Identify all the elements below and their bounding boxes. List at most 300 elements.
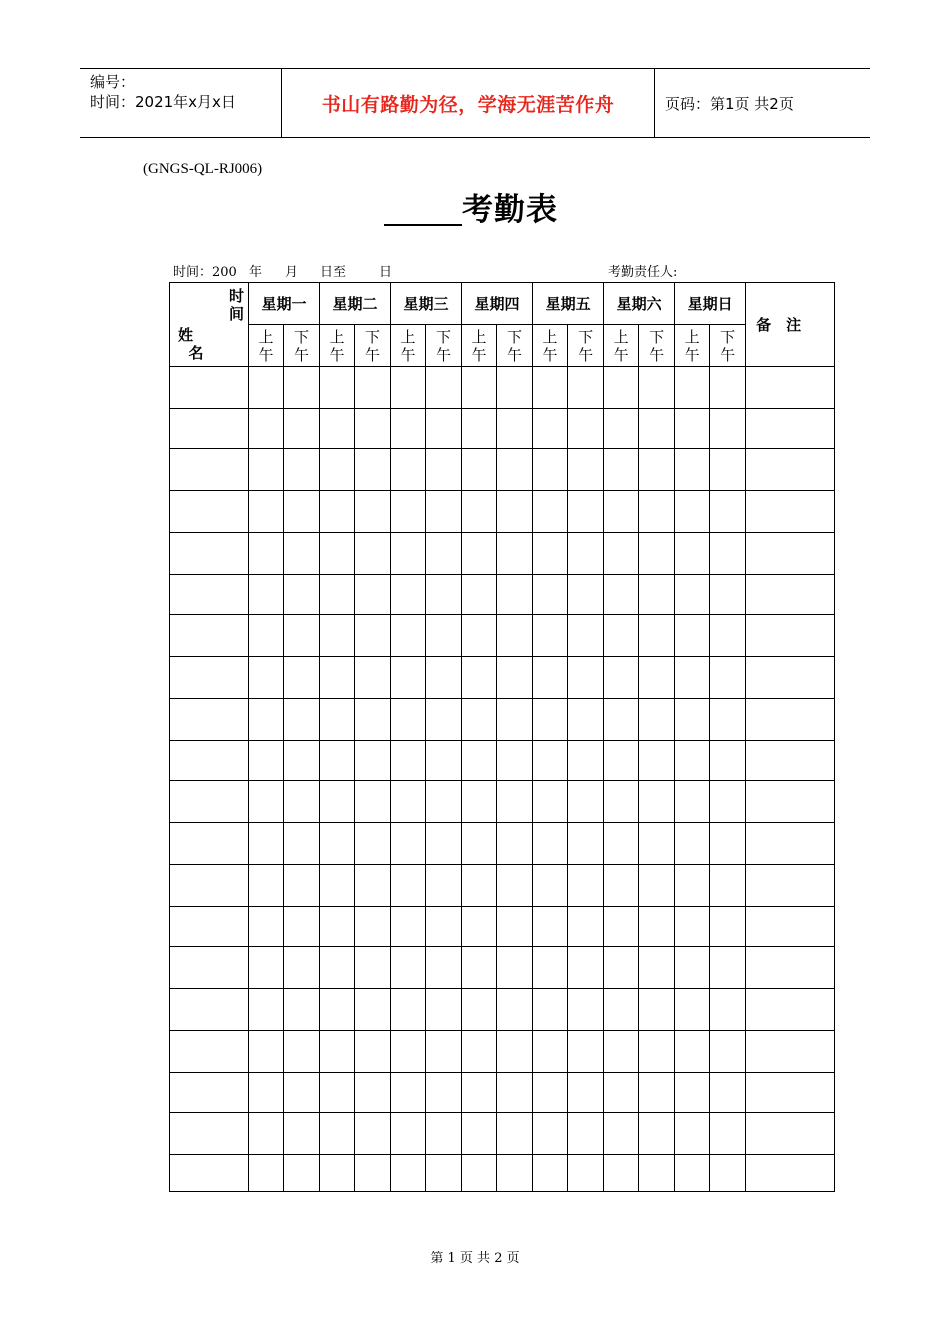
- attendance-cell[interactable]: [710, 699, 746, 741]
- attendance-cell[interactable]: [533, 449, 568, 491]
- attendance-cell[interactable]: [355, 1155, 391, 1192]
- attendance-cell[interactable]: [320, 741, 355, 781]
- attendance-cell[interactable]: [426, 533, 462, 575]
- attendance-cell[interactable]: [249, 409, 284, 449]
- attendance-cell[interactable]: [249, 575, 284, 615]
- attendance-cell[interactable]: [355, 947, 391, 989]
- attendance-cell[interactable]: [639, 1031, 675, 1073]
- remark-cell[interactable]: [746, 1073, 835, 1113]
- attendance-cell[interactable]: [391, 367, 426, 409]
- attendance-cell[interactable]: [249, 449, 284, 491]
- attendance-cell[interactable]: [639, 699, 675, 741]
- remark-cell[interactable]: [746, 1155, 835, 1192]
- attendance-cell[interactable]: [497, 367, 533, 409]
- attendance-cell[interactable]: [426, 907, 462, 947]
- attendance-cell[interactable]: [533, 615, 568, 657]
- attendance-cell[interactable]: [533, 575, 568, 615]
- attendance-cell[interactable]: [675, 367, 710, 409]
- name-cell[interactable]: [170, 699, 249, 741]
- attendance-cell[interactable]: [710, 947, 746, 989]
- attendance-cell[interactable]: [497, 615, 533, 657]
- attendance-cell[interactable]: [320, 1073, 355, 1113]
- attendance-cell[interactable]: [604, 533, 639, 575]
- attendance-cell[interactable]: [604, 865, 639, 907]
- attendance-cell[interactable]: [568, 823, 604, 865]
- attendance-cell[interactable]: [355, 1031, 391, 1073]
- attendance-cell[interactable]: [355, 575, 391, 615]
- attendance-cell[interactable]: [462, 699, 497, 741]
- attendance-cell[interactable]: [355, 865, 391, 907]
- attendance-cell[interactable]: [604, 947, 639, 989]
- attendance-cell[interactable]: [426, 1073, 462, 1113]
- attendance-cell[interactable]: [284, 491, 320, 533]
- attendance-cell[interactable]: [462, 491, 497, 533]
- name-cell[interactable]: [170, 367, 249, 409]
- attendance-cell[interactable]: [604, 741, 639, 781]
- name-cell[interactable]: [170, 449, 249, 491]
- attendance-cell[interactable]: [426, 1113, 462, 1155]
- remark-cell[interactable]: [746, 575, 835, 615]
- attendance-cell[interactable]: [426, 989, 462, 1031]
- attendance-cell[interactable]: [355, 533, 391, 575]
- attendance-cell[interactable]: [675, 907, 710, 947]
- attendance-cell[interactable]: [320, 699, 355, 741]
- remark-cell[interactable]: [746, 367, 835, 409]
- name-cell[interactable]: [170, 615, 249, 657]
- attendance-cell[interactable]: [639, 1113, 675, 1155]
- attendance-cell[interactable]: [710, 781, 746, 823]
- attendance-cell[interactable]: [284, 367, 320, 409]
- attendance-cell[interactable]: [249, 615, 284, 657]
- attendance-cell[interactable]: [639, 741, 675, 781]
- name-cell[interactable]: [170, 781, 249, 823]
- attendance-cell[interactable]: [355, 781, 391, 823]
- attendance-cell[interactable]: [284, 449, 320, 491]
- name-cell[interactable]: [170, 907, 249, 947]
- attendance-cell[interactable]: [355, 409, 391, 449]
- attendance-cell[interactable]: [391, 1031, 426, 1073]
- attendance-cell[interactable]: [284, 657, 320, 699]
- attendance-cell[interactable]: [533, 823, 568, 865]
- attendance-cell[interactable]: [462, 657, 497, 699]
- attendance-cell[interactable]: [284, 1113, 320, 1155]
- attendance-cell[interactable]: [568, 865, 604, 907]
- attendance-cell[interactable]: [604, 657, 639, 699]
- attendance-cell[interactable]: [284, 741, 320, 781]
- attendance-cell[interactable]: [710, 449, 746, 491]
- attendance-cell[interactable]: [249, 1113, 284, 1155]
- attendance-cell[interactable]: [710, 989, 746, 1031]
- attendance-cell[interactable]: [462, 1113, 497, 1155]
- attendance-cell[interactable]: [249, 491, 284, 533]
- remark-cell[interactable]: [746, 491, 835, 533]
- attendance-cell[interactable]: [675, 449, 710, 491]
- attendance-cell[interactable]: [320, 907, 355, 947]
- attendance-cell[interactable]: [462, 615, 497, 657]
- attendance-cell[interactable]: [639, 1073, 675, 1113]
- attendance-cell[interactable]: [284, 907, 320, 947]
- attendance-cell[interactable]: [533, 1073, 568, 1113]
- remark-cell[interactable]: [746, 781, 835, 823]
- attendance-cell[interactable]: [426, 367, 462, 409]
- attendance-cell[interactable]: [639, 907, 675, 947]
- attendance-cell[interactable]: [462, 575, 497, 615]
- attendance-cell[interactable]: [320, 367, 355, 409]
- attendance-cell[interactable]: [284, 575, 320, 615]
- attendance-cell[interactable]: [675, 989, 710, 1031]
- attendance-cell[interactable]: [710, 865, 746, 907]
- attendance-cell[interactable]: [639, 657, 675, 699]
- attendance-cell[interactable]: [320, 491, 355, 533]
- title-blank-line[interactable]: [384, 224, 462, 226]
- attendance-cell[interactable]: [426, 657, 462, 699]
- attendance-cell[interactable]: [497, 657, 533, 699]
- attendance-cell[interactable]: [604, 491, 639, 533]
- attendance-cell[interactable]: [426, 1031, 462, 1073]
- attendance-cell[interactable]: [462, 947, 497, 989]
- attendance-cell[interactable]: [320, 449, 355, 491]
- attendance-cell[interactable]: [497, 491, 533, 533]
- attendance-cell[interactable]: [639, 989, 675, 1031]
- attendance-cell[interactable]: [568, 367, 604, 409]
- attendance-cell[interactable]: [568, 657, 604, 699]
- attendance-cell[interactable]: [284, 615, 320, 657]
- attendance-cell[interactable]: [320, 989, 355, 1031]
- name-cell[interactable]: [170, 1031, 249, 1073]
- attendance-cell[interactable]: [320, 865, 355, 907]
- attendance-cell[interactable]: [710, 533, 746, 575]
- attendance-cell[interactable]: [675, 947, 710, 989]
- attendance-cell[interactable]: [249, 823, 284, 865]
- attendance-cell[interactable]: [391, 781, 426, 823]
- attendance-cell[interactable]: [355, 907, 391, 947]
- attendance-cell[interactable]: [391, 575, 426, 615]
- attendance-cell[interactable]: [533, 907, 568, 947]
- name-cell[interactable]: [170, 409, 249, 449]
- attendance-cell[interactable]: [568, 1155, 604, 1192]
- attendance-cell[interactable]: [675, 699, 710, 741]
- attendance-cell[interactable]: [320, 409, 355, 449]
- attendance-cell[interactable]: [675, 575, 710, 615]
- attendance-cell[interactable]: [391, 1155, 426, 1192]
- attendance-cell[interactable]: [284, 409, 320, 449]
- attendance-cell[interactable]: [391, 823, 426, 865]
- attendance-cell[interactable]: [426, 409, 462, 449]
- attendance-cell[interactable]: [320, 1031, 355, 1073]
- attendance-cell[interactable]: [391, 615, 426, 657]
- attendance-cell[interactable]: [675, 1155, 710, 1192]
- attendance-cell[interactable]: [284, 823, 320, 865]
- attendance-cell[interactable]: [533, 1113, 568, 1155]
- attendance-cell[interactable]: [568, 491, 604, 533]
- remark-cell[interactable]: [746, 741, 835, 781]
- attendance-cell[interactable]: [675, 533, 710, 575]
- attendance-cell[interactable]: [568, 533, 604, 575]
- attendance-cell[interactable]: [462, 907, 497, 947]
- attendance-cell[interactable]: [675, 409, 710, 449]
- attendance-cell[interactable]: [391, 533, 426, 575]
- attendance-cell[interactable]: [497, 533, 533, 575]
- attendance-cell[interactable]: [710, 1073, 746, 1113]
- attendance-cell[interactable]: [604, 1073, 639, 1113]
- attendance-cell[interactable]: [462, 449, 497, 491]
- remark-cell[interactable]: [746, 907, 835, 947]
- attendance-cell[interactable]: [675, 1031, 710, 1073]
- name-cell[interactable]: [170, 533, 249, 575]
- attendance-cell[interactable]: [533, 699, 568, 741]
- attendance-cell[interactable]: [675, 741, 710, 781]
- attendance-cell[interactable]: [568, 615, 604, 657]
- attendance-cell[interactable]: [568, 575, 604, 615]
- attendance-cell[interactable]: [391, 989, 426, 1031]
- attendance-cell[interactable]: [284, 1031, 320, 1073]
- attendance-cell[interactable]: [497, 781, 533, 823]
- attendance-cell[interactable]: [426, 699, 462, 741]
- attendance-cell[interactable]: [497, 699, 533, 741]
- attendance-cell[interactable]: [639, 781, 675, 823]
- attendance-cell[interactable]: [497, 1073, 533, 1113]
- attendance-cell[interactable]: [355, 741, 391, 781]
- attendance-cell[interactable]: [355, 699, 391, 741]
- attendance-cell[interactable]: [675, 1113, 710, 1155]
- attendance-cell[interactable]: [568, 1073, 604, 1113]
- attendance-cell[interactable]: [391, 699, 426, 741]
- name-cell[interactable]: [170, 989, 249, 1031]
- attendance-cell[interactable]: [426, 449, 462, 491]
- attendance-cell[interactable]: [355, 449, 391, 491]
- attendance-cell[interactable]: [462, 865, 497, 907]
- name-cell[interactable]: [170, 575, 249, 615]
- attendance-cell[interactable]: [426, 947, 462, 989]
- attendance-cell[interactable]: [604, 615, 639, 657]
- attendance-cell[interactable]: [639, 449, 675, 491]
- attendance-cell[interactable]: [284, 865, 320, 907]
- attendance-cell[interactable]: [533, 1031, 568, 1073]
- attendance-cell[interactable]: [710, 1113, 746, 1155]
- attendance-cell[interactable]: [320, 657, 355, 699]
- attendance-cell[interactable]: [639, 1155, 675, 1192]
- attendance-cell[interactable]: [604, 907, 639, 947]
- attendance-cell[interactable]: [497, 1155, 533, 1192]
- attendance-cell[interactable]: [497, 741, 533, 781]
- attendance-cell[interactable]: [462, 1073, 497, 1113]
- attendance-cell[interactable]: [604, 1113, 639, 1155]
- attendance-cell[interactable]: [533, 491, 568, 533]
- attendance-cell[interactable]: [710, 367, 746, 409]
- attendance-cell[interactable]: [639, 367, 675, 409]
- attendance-cell[interactable]: [391, 1073, 426, 1113]
- attendance-cell[interactable]: [568, 989, 604, 1031]
- attendance-cell[interactable]: [355, 491, 391, 533]
- attendance-cell[interactable]: [604, 1031, 639, 1073]
- attendance-cell[interactable]: [249, 533, 284, 575]
- name-cell[interactable]: [170, 1073, 249, 1113]
- attendance-cell[interactable]: [462, 367, 497, 409]
- attendance-cell[interactable]: [639, 615, 675, 657]
- attendance-cell[interactable]: [426, 781, 462, 823]
- attendance-cell[interactable]: [355, 615, 391, 657]
- attendance-cell[interactable]: [710, 907, 746, 947]
- attendance-cell[interactable]: [320, 533, 355, 575]
- attendance-cell[interactable]: [462, 781, 497, 823]
- attendance-cell[interactable]: [249, 865, 284, 907]
- attendance-cell[interactable]: [391, 409, 426, 449]
- attendance-cell[interactable]: [391, 947, 426, 989]
- attendance-cell[interactable]: [533, 533, 568, 575]
- attendance-cell[interactable]: [391, 865, 426, 907]
- attendance-cell[interactable]: [604, 823, 639, 865]
- name-cell[interactable]: [170, 1113, 249, 1155]
- attendance-cell[interactable]: [675, 491, 710, 533]
- attendance-cell[interactable]: [249, 947, 284, 989]
- attendance-cell[interactable]: [710, 657, 746, 699]
- attendance-cell[interactable]: [249, 1155, 284, 1192]
- attendance-cell[interactable]: [497, 947, 533, 989]
- attendance-cell[interactable]: [604, 699, 639, 741]
- attendance-cell[interactable]: [462, 533, 497, 575]
- remark-cell[interactable]: [746, 615, 835, 657]
- attendance-cell[interactable]: [249, 1031, 284, 1073]
- attendance-cell[interactable]: [249, 989, 284, 1031]
- attendance-cell[interactable]: [710, 409, 746, 449]
- remark-cell[interactable]: [746, 947, 835, 989]
- name-cell[interactable]: [170, 657, 249, 699]
- attendance-cell[interactable]: [710, 615, 746, 657]
- attendance-cell[interactable]: [284, 699, 320, 741]
- attendance-cell[interactable]: [568, 1113, 604, 1155]
- attendance-cell[interactable]: [675, 615, 710, 657]
- attendance-cell[interactable]: [497, 575, 533, 615]
- name-cell[interactable]: [170, 947, 249, 989]
- attendance-cell[interactable]: [391, 449, 426, 491]
- name-cell[interactable]: [170, 1155, 249, 1192]
- attendance-cell[interactable]: [426, 1155, 462, 1192]
- attendance-cell[interactable]: [249, 781, 284, 823]
- attendance-cell[interactable]: [284, 989, 320, 1031]
- attendance-cell[interactable]: [533, 947, 568, 989]
- attendance-cell[interactable]: [497, 989, 533, 1031]
- attendance-cell[interactable]: [710, 1031, 746, 1073]
- remark-cell[interactable]: [746, 533, 835, 575]
- attendance-cell[interactable]: [497, 823, 533, 865]
- attendance-cell[interactable]: [426, 865, 462, 907]
- attendance-cell[interactable]: [391, 907, 426, 947]
- name-cell[interactable]: [170, 823, 249, 865]
- remark-cell[interactable]: [746, 449, 835, 491]
- attendance-cell[interactable]: [675, 781, 710, 823]
- attendance-cell[interactable]: [391, 741, 426, 781]
- attendance-cell[interactable]: [533, 657, 568, 699]
- name-cell[interactable]: [170, 491, 249, 533]
- attendance-cell[interactable]: [320, 615, 355, 657]
- attendance-cell[interactable]: [710, 741, 746, 781]
- attendance-cell[interactable]: [533, 367, 568, 409]
- attendance-cell[interactable]: [568, 409, 604, 449]
- attendance-cell[interactable]: [604, 781, 639, 823]
- attendance-cell[interactable]: [604, 575, 639, 615]
- attendance-cell[interactable]: [320, 781, 355, 823]
- attendance-cell[interactable]: [249, 699, 284, 741]
- attendance-cell[interactable]: [320, 1155, 355, 1192]
- attendance-cell[interactable]: [639, 575, 675, 615]
- attendance-cell[interactable]: [320, 1113, 355, 1155]
- attendance-cell[interactable]: [533, 781, 568, 823]
- attendance-cell[interactable]: [462, 989, 497, 1031]
- attendance-cell[interactable]: [639, 533, 675, 575]
- attendance-cell[interactable]: [284, 533, 320, 575]
- attendance-cell[interactable]: [710, 1155, 746, 1192]
- attendance-cell[interactable]: [355, 657, 391, 699]
- attendance-cell[interactable]: [604, 449, 639, 491]
- attendance-cell[interactable]: [426, 741, 462, 781]
- remark-cell[interactable]: [746, 865, 835, 907]
- attendance-cell[interactable]: [249, 907, 284, 947]
- attendance-cell[interactable]: [426, 823, 462, 865]
- attendance-cell[interactable]: [675, 1073, 710, 1113]
- name-cell[interactable]: [170, 865, 249, 907]
- attendance-cell[interactable]: [249, 1073, 284, 1113]
- attendance-cell[interactable]: [284, 781, 320, 823]
- attendance-cell[interactable]: [462, 823, 497, 865]
- attendance-cell[interactable]: [320, 947, 355, 989]
- attendance-cell[interactable]: [355, 989, 391, 1031]
- attendance-cell[interactable]: [675, 865, 710, 907]
- attendance-cell[interactable]: [675, 823, 710, 865]
- attendance-cell[interactable]: [249, 657, 284, 699]
- attendance-cell[interactable]: [675, 657, 710, 699]
- attendance-cell[interactable]: [568, 699, 604, 741]
- attendance-cell[interactable]: [533, 741, 568, 781]
- attendance-cell[interactable]: [568, 741, 604, 781]
- attendance-cell[interactable]: [355, 1073, 391, 1113]
- attendance-cell[interactable]: [426, 575, 462, 615]
- attendance-cell[interactable]: [639, 823, 675, 865]
- attendance-cell[interactable]: [320, 575, 355, 615]
- attendance-cell[interactable]: [249, 741, 284, 781]
- attendance-cell[interactable]: [497, 865, 533, 907]
- remark-cell[interactable]: [746, 657, 835, 699]
- attendance-cell[interactable]: [533, 989, 568, 1031]
- attendance-cell[interactable]: [497, 1031, 533, 1073]
- attendance-cell[interactable]: [497, 1113, 533, 1155]
- remark-cell[interactable]: [746, 1113, 835, 1155]
- attendance-cell[interactable]: [533, 409, 568, 449]
- attendance-cell[interactable]: [639, 865, 675, 907]
- remark-cell[interactable]: [746, 699, 835, 741]
- attendance-cell[interactable]: [355, 367, 391, 409]
- attendance-cell[interactable]: [284, 1155, 320, 1192]
- attendance-cell[interactable]: [533, 1155, 568, 1192]
- attendance-cell[interactable]: [355, 1113, 391, 1155]
- attendance-cell[interactable]: [568, 1031, 604, 1073]
- attendance-cell[interactable]: [391, 1113, 426, 1155]
- attendance-cell[interactable]: [462, 1031, 497, 1073]
- attendance-cell[interactable]: [568, 907, 604, 947]
- attendance-cell[interactable]: [639, 491, 675, 533]
- attendance-cell[interactable]: [639, 409, 675, 449]
- remark-cell[interactable]: [746, 823, 835, 865]
- attendance-cell[interactable]: [710, 823, 746, 865]
- attendance-cell[interactable]: [462, 741, 497, 781]
- attendance-cell[interactable]: [426, 491, 462, 533]
- remark-cell[interactable]: [746, 1031, 835, 1073]
- attendance-cell[interactable]: [568, 781, 604, 823]
- attendance-cell[interactable]: [284, 947, 320, 989]
- attendance-cell[interactable]: [462, 409, 497, 449]
- attendance-cell[interactable]: [710, 491, 746, 533]
- attendance-cell[interactable]: [604, 409, 639, 449]
- attendance-cell[interactable]: [284, 1073, 320, 1113]
